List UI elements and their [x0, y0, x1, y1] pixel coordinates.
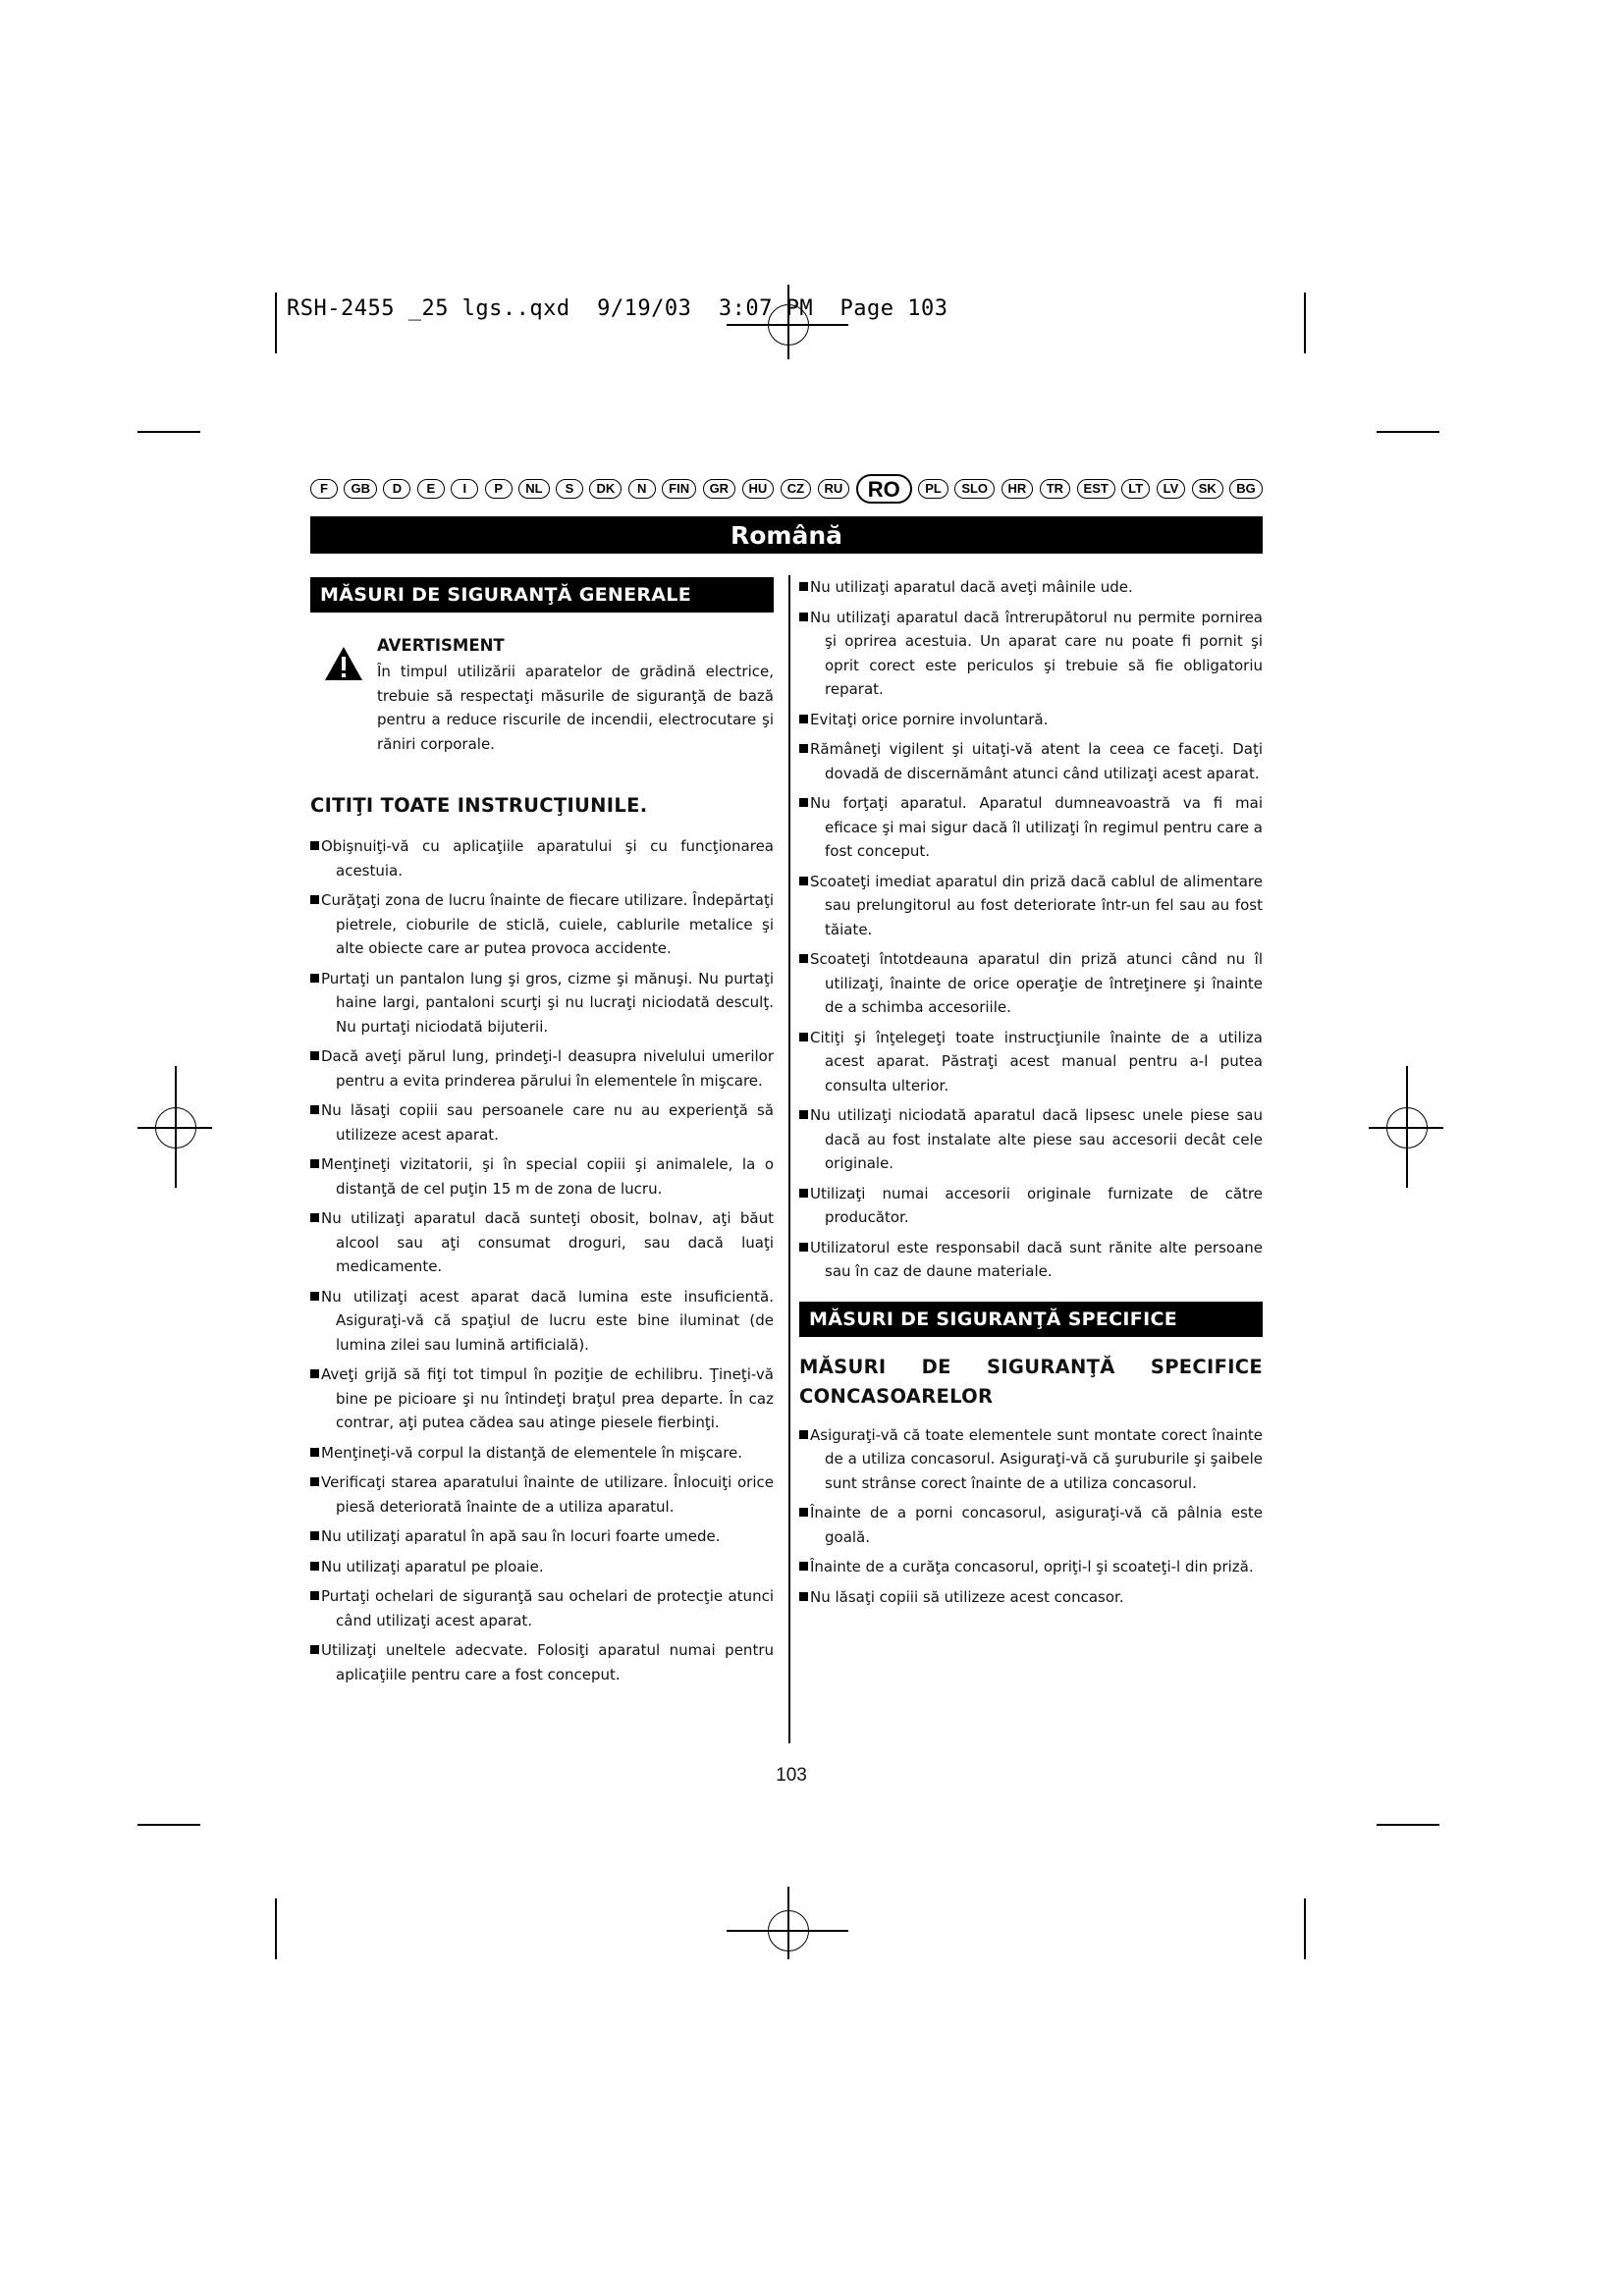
crop-mark	[1304, 293, 1306, 353]
list-item	[310, 1441, 774, 1466]
crop-mark	[137, 431, 200, 433]
list-item	[799, 1182, 1263, 1230]
list-item-text: Nu forţaţi aparatul. Aparatul dumneavoastră va fi mai eficace şi mai sigur dacă îl utilizaţi în regimul pentru care a fost conceput.	[810, 794, 1263, 860]
language-pill-hu: HU	[742, 479, 775, 499]
language-pill-f: F	[310, 479, 338, 499]
language-pill-cz: CZ	[781, 479, 811, 499]
list-item-text: Purtaţi un pantalon lung şi gros, cizme şi mănuşi. Nu purtaţi haine largi, pantaloni scurţi şi nu lucraţi niciodată desculţ. Nu purtaţi niciodată bijuterii.	[321, 969, 774, 1036]
list-item	[799, 1585, 1263, 1610]
section-heading-general: MĂSURI DE SIGURANŢĂ GENERALE	[310, 577, 774, 613]
list-item-text: Scoateţi imediat aparatul din priză dacă cablul de alimentare sau prelungitorul au fost deteriorate într-un fel sau au fost tăiate.	[810, 872, 1263, 938]
bullet-square-icon	[310, 1562, 319, 1571]
bullet-square-icon	[310, 1477, 319, 1486]
list-item	[799, 1026, 1263, 1098]
shredder-safety-list	[799, 1423, 1263, 1610]
bullet-square-icon	[310, 895, 319, 904]
bullet-square-icon	[310, 1105, 319, 1114]
warning-text: În timpul utilizării aparatelor de grădină electrice, trebuie să respectaţi măsurile de siguranţă de bază pentru a reduce riscurile de incendii, electrocutare şi răniri corporale.	[377, 663, 774, 753]
warning-block	[310, 636, 774, 764]
list-item-text: Nu lăsaţi copiii sau persoanele care nu au experienţă să utilizeze acest aparat.	[321, 1101, 774, 1144]
bullet-square-icon	[799, 1592, 808, 1601]
list-item	[310, 1044, 774, 1093]
bullet-square-icon	[310, 1645, 319, 1654]
list-item-text: Nu utilizaţi aparatul pe ploaie.	[321, 1557, 544, 1575]
list-item-text: Purtaţi ochelari de siguranţă sau ochelari de protecţie atunci când utilizaţi acest aparat.	[321, 1587, 774, 1629]
bullet-square-icon	[310, 1448, 319, 1457]
list-item-text: Nu utilizaţi acest aparat dacă lumina este insuficientă. Asiguraţi-vă că spaţiul de lucru este bine iluminat (de lumina zilei sau lumină artificială).	[321, 1287, 774, 1354]
list-item-text: Citiţi şi înţelegeţi toate instrucţiunile înainte de a utiliza acest aparat. Păstraţi acest manual pentru a-l putea consulta ulterior.	[810, 1028, 1263, 1095]
crop-mark	[1304, 1898, 1306, 1959]
language-title: Română	[730, 520, 842, 550]
list-item-text: Scoateţi întotdeauna aparatul din priză atunci când nu îl utilizaţi, înainte de orice operaţie de întreţinere şi înainte de a schimba accesoriile.	[810, 950, 1263, 1016]
list-item-text: Menţineţi-vă corpul la distanţă de elementele în mişcare.	[321, 1443, 743, 1462]
warning-title: AVERTISMENT	[377, 636, 505, 655]
list-item	[799, 737, 1263, 785]
list-item-text: Utilizatorul este responsabil dacă sunt rănite alte persoane sau în caz de daune materiale.	[810, 1238, 1263, 1280]
language-pill-fin: FIN	[662, 479, 696, 499]
bullet-square-icon	[799, 1562, 808, 1571]
bullet-square-icon	[310, 974, 319, 983]
language-pill-gb: GB	[344, 479, 377, 499]
list-item-text: Curăţaţi zona de lucru înainte de fiecare utilizare. Îndepărtaţi pietrele, cioburile de sticlă, cuiele, cablurile metalice şi alte obiecte care ar putea provoca accidente.	[321, 891, 774, 957]
list-item-text: Rămâneţi vigilent şi uitaţi-vă atent la ceea ce faceţi. Daţi dovadă de discernământ atunci când utilizaţi acest aparat.	[810, 740, 1263, 782]
list-item	[799, 575, 1263, 600]
list-item	[799, 791, 1263, 864]
list-item	[310, 1362, 774, 1435]
page-number: 103	[776, 1765, 807, 1786]
list-item-text: Nu utilizaţi aparatul în apă sau în locuri foarte umede.	[321, 1527, 721, 1545]
bullet-square-icon	[799, 798, 808, 807]
warning-icon	[324, 646, 363, 681]
list-item-text: Menţineţi vizitatorii, şi în special copiii şi animalele, la o distanţă de cel puţin 15 m de zona de lucru.	[321, 1155, 774, 1198]
list-item	[310, 1285, 774, 1358]
language-pill-nl: NL	[518, 479, 549, 499]
list-item	[310, 888, 774, 961]
language-pill-e: E	[417, 479, 445, 499]
list-item-text: Utilizaţi uneltele adecvate. Folosiţi aparatul numai pentru aplicaţiile pentru care a fost conceput.	[321, 1641, 774, 1683]
list-item	[310, 1470, 774, 1519]
crop-mark	[1377, 1824, 1439, 1826]
bullet-square-icon	[310, 1531, 319, 1540]
bullet-square-icon	[799, 1508, 808, 1517]
list-item	[310, 1098, 774, 1147]
general-safety-list-continued	[799, 575, 1263, 1284]
shredder-safety-heading: MĂSURI DE SIGURANŢĂ SPECIFICE CONCASOARELOR	[799, 1355, 1263, 1408]
bullet-square-icon	[799, 1110, 808, 1119]
list-item-text: Înainte de a curăţa concasorul, opriţi-l şi scoateţi-l din priză.	[810, 1558, 1254, 1575]
list-item	[310, 1152, 774, 1201]
list-item	[799, 1501, 1263, 1549]
column-divider	[788, 575, 790, 1743]
list-item	[799, 1236, 1263, 1284]
crop-mark	[275, 293, 277, 353]
language-pill-i: I	[451, 479, 478, 499]
crop-mark	[137, 1824, 200, 1826]
list-item	[799, 1555, 1263, 1579]
language-pill-sk: SK	[1192, 479, 1223, 499]
language-pill-gr: GR	[703, 479, 736, 499]
bullet-square-icon	[310, 1213, 319, 1222]
language-pill-ro: RO	[856, 474, 912, 504]
language-selector	[310, 477, 1263, 501]
section-heading-specific: MĂSURI DE SIGURANŢĂ SPECIFICE	[799, 1302, 1263, 1337]
bullet-square-icon	[799, 744, 808, 753]
list-item	[310, 834, 774, 882]
list-item	[310, 1638, 774, 1686]
bullet-square-icon	[799, 613, 808, 621]
list-item	[799, 1423, 1263, 1496]
list-item-text: Dacă aveţi părul lung, prindeţi-l deasupra nivelului umerilor pentru a evita prinderea părului în elementele în mişcare.	[321, 1047, 774, 1090]
language-pill-p: P	[485, 479, 513, 499]
language-pill-n: N	[628, 479, 656, 499]
list-item	[799, 870, 1263, 942]
bullet-square-icon	[799, 1033, 808, 1041]
list-item-text: Nu lăsaţi copiii să utilizeze acest concasor.	[810, 1587, 1124, 1606]
list-item-text: Evitaţi orice pornire involuntară.	[810, 710, 1049, 728]
list-item	[310, 1524, 774, 1549]
language-pill-d: D	[383, 479, 410, 499]
language-pill-dk: DK	[589, 479, 622, 499]
list-item	[799, 1103, 1263, 1176]
list-item-text: Aveţi grijă să fiţi tot timpul în poziţie de echilibru. Ţineţi-vă bine pe picioare şi nu întindeţi braţul prea departe. În caz contrar, aţi putea cădea sau atinge piesele fierbinţi.	[321, 1365, 774, 1431]
list-item-text: Înainte de a porni concasorul, asiguraţi-vă că pâlnia este goală.	[810, 1504, 1263, 1546]
list-item-text: Utilizaţi numai accesorii originale furnizate de către producător.	[810, 1184, 1263, 1226]
language-pill-pl: PL	[918, 479, 948, 499]
list-item	[310, 967, 774, 1040]
language-pill-bg: BG	[1229, 479, 1263, 499]
bullet-square-icon	[799, 877, 808, 885]
language-pill-slo: SLO	[954, 479, 995, 499]
list-item-text: Verificaţi starea aparatului înainte de utilizare. Înlocuiţi orice piesă deteriorată înainte de a utiliza aparatul.	[321, 1473, 774, 1516]
list-item-text: Obişnuiţi-vă cu aplicaţiile aparatului şi cu funcţionarea acestuia.	[321, 837, 774, 880]
list-item	[310, 1555, 774, 1579]
bullet-square-icon	[799, 1189, 808, 1198]
print-slug: RSH-2455 _25 lgs..qxd 9/19/03 3:07 PM Page 103	[287, 296, 948, 321]
bullet-square-icon	[799, 954, 808, 963]
left-column	[310, 577, 774, 1692]
read-instructions-heading: CITIŢI TOATE INSTRUCŢIUNILE.	[310, 794, 648, 817]
list-item	[310, 1206, 774, 1279]
bullet-square-icon	[310, 1051, 319, 1060]
list-item	[799, 708, 1263, 732]
language-pill-ru: RU	[818, 479, 850, 499]
general-safety-list	[310, 834, 774, 1686]
bullet-square-icon	[799, 582, 808, 591]
language-pill-s: S	[556, 479, 583, 499]
list-item	[799, 606, 1263, 702]
bullet-square-icon	[799, 1430, 808, 1439]
language-pill-tr: TR	[1040, 479, 1070, 499]
list-item-text: Nu utilizaţi aparatul dacă aveţi mâinile ude.	[810, 578, 1133, 596]
bullet-square-icon	[310, 1292, 319, 1301]
list-item-text: Asiguraţi-vă că toate elementele sunt montate corect înainte de a utiliza concasorul. Asiguraţi-vă că şuruburile şi şaibele sunt strânse corect înainte de a utiliza concasorul.	[810, 1425, 1263, 1492]
list-item-text: Nu utilizaţi aparatul dacă sunteţi obosit, bolnav, aţi băut alcool sau aţi consumat droguri, sau dacă luaţi medicamente.	[321, 1209, 774, 1275]
bullet-square-icon	[310, 1369, 319, 1378]
language-pill-hr: HR	[1001, 479, 1034, 499]
crop-mark	[275, 1898, 277, 1959]
list-item	[310, 1584, 774, 1632]
list-item	[799, 947, 1263, 1020]
bullet-square-icon	[310, 841, 319, 850]
bullet-square-icon	[799, 1243, 808, 1252]
language-pill-est: EST	[1077, 479, 1115, 499]
bullet-square-icon	[310, 1159, 319, 1168]
right-column	[799, 577, 1263, 1615]
language-pill-lv: LV	[1157, 479, 1186, 499]
list-item-text: Nu utilizaţi aparatul dacă întrerupătorul nu permite pornirea şi oprirea acestuia. Un aparat care nu poate fi pornit şi oprit corect este periculos şi trebuie să fie obligatoriu reparat.	[810, 608, 1263, 698]
crop-mark	[1377, 431, 1439, 433]
language-title-bar	[310, 516, 1263, 554]
bullet-square-icon	[799, 715, 808, 723]
list-item-text: Nu utilizaţi niciodată aparatul dacă lipsesc unele piese sau dacă au fost instalate alte piese sau accesorii decât cele originale.	[810, 1106, 1263, 1172]
language-pill-lt: LT	[1121, 479, 1150, 499]
bullet-square-icon	[310, 1591, 319, 1600]
